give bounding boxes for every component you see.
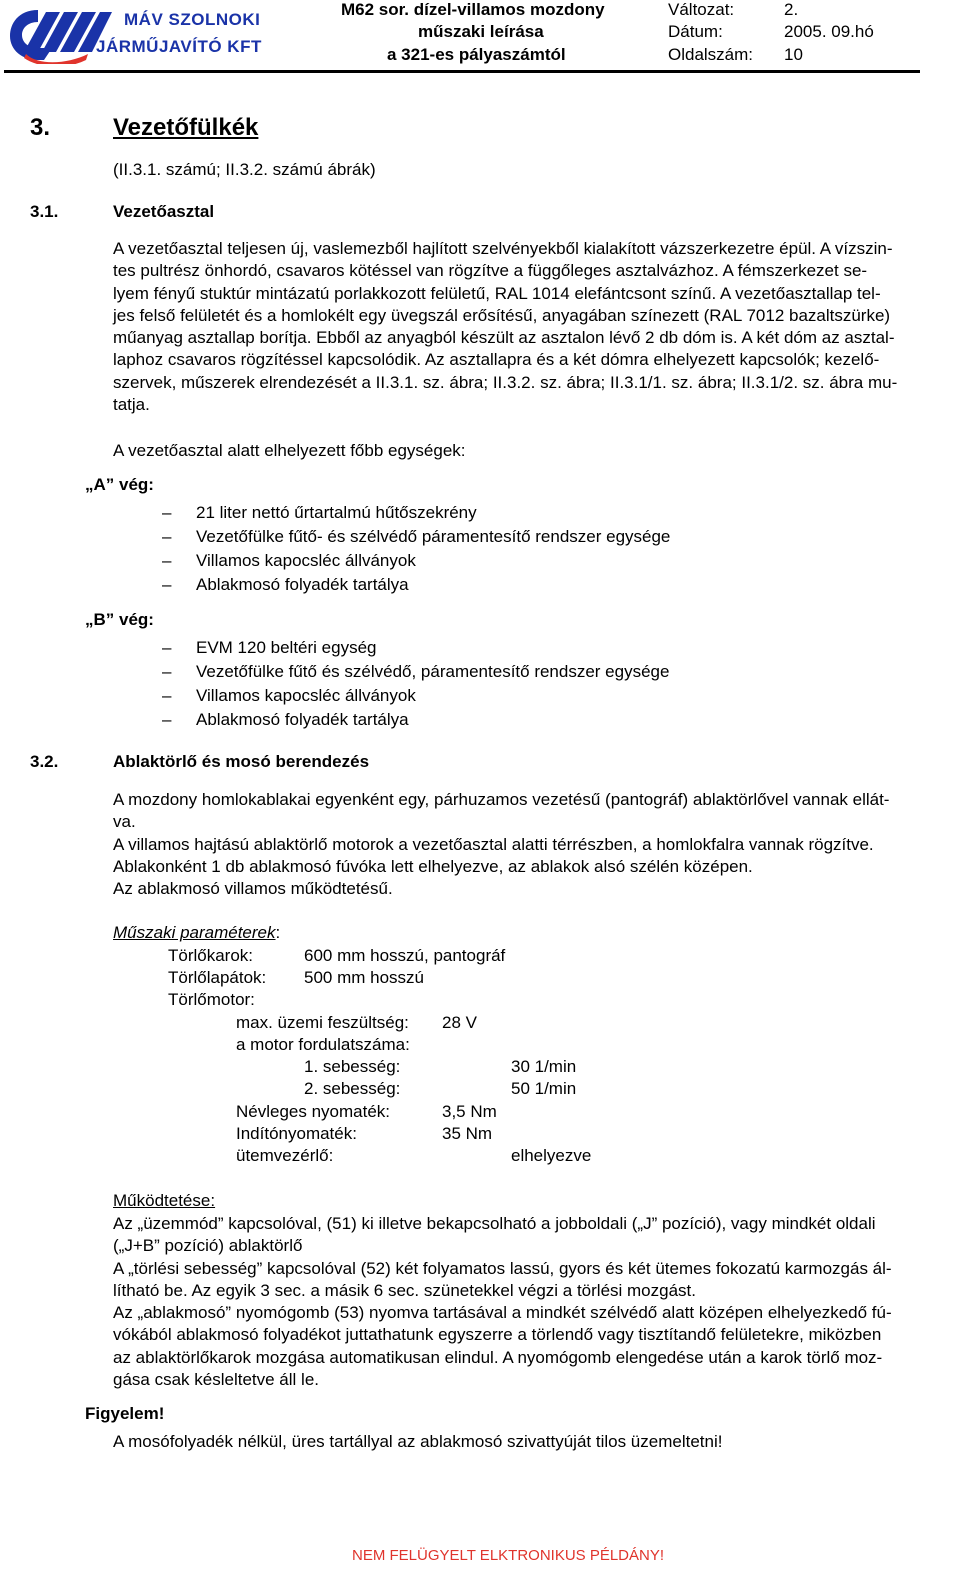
- list-bullet: –: [162, 662, 172, 681]
- param-label: a motor fordulatszáma:: [236, 1035, 410, 1054]
- header-divider: [4, 70, 920, 73]
- page-number: 10: [784, 45, 803, 64]
- end-b-label: „B” vég:: [85, 610, 154, 629]
- list-bullet: –: [162, 551, 172, 570]
- param-value: 30 1/min: [511, 1057, 577, 1076]
- param-label: Törlőmotor:: [168, 990, 255, 1009]
- paragraph-line: műanyag asztallap borítja. Ebből az anyagból készült az asztalon lévő 2 db dóm is. A két dóm az asztal-: [113, 328, 895, 348]
- warning-text: A mosófolyadék nélkül, üres tartállyal az ablakmosó szivattyúját tilos üzemeltetni!: [113, 1432, 723, 1451]
- paragraph-line: A villamos hajtású ablaktörlő motorok a vezetőasztal alatti térrészben, a homlokfalra vannak rögzítve.: [113, 834, 874, 854]
- list-item: Ablakmosó folyadék tartálya: [196, 710, 409, 729]
- figure-reference: (II.3.1. számú; II.3.2. számú ábrák): [113, 160, 376, 179]
- units-intro: A vezetőasztal alatt elhelyezett főbb egységek:: [113, 441, 466, 460]
- paragraph-line: va.: [113, 812, 136, 832]
- param-value: 35 Nm: [442, 1124, 493, 1143]
- driver-desk-paragraph: [113, 238, 951, 416]
- warning-label: Figyelem!: [85, 1404, 165, 1423]
- param-value: elhelyezve: [511, 1146, 592, 1165]
- operation-heading: Működtetése:: [113, 1191, 216, 1210]
- paragraph-line: tes pultrész önhordó, csavaros kötéssel van rögzítve a függőleges asztalvázhoz. A fémszerkezet se-: [113, 261, 868, 281]
- param-label: Törlőlapátok:: [168, 968, 267, 987]
- param-label: Indítónyomaték:: [236, 1124, 357, 1143]
- paragraph-line: vókából ablakmosó folyadékot juttathatunk egyszerre a törlendő vagy tisztítandő felületekre, miközben: [113, 1325, 882, 1345]
- param-value: 50 1/min: [511, 1079, 577, 1098]
- list-item: Ablakmosó folyadék tartálya: [196, 575, 409, 594]
- list-bullet: –: [162, 686, 172, 705]
- list-bullet: –: [162, 638, 172, 657]
- section-number: 3.: [30, 114, 51, 141]
- paragraph-line: lítható be. Az egyik 3 sec. a másik 6 sec. szünetekkel végzi a törlési mozgást.: [113, 1280, 696, 1300]
- param-label: Névleges nyomaték:: [236, 1102, 391, 1121]
- doc-title-line2: műszaki leírása: [418, 22, 544, 41]
- list-item: Villamos kapocsléc állványok: [196, 686, 416, 705]
- paragraph-line: gása csak késleltetve áll le.: [113, 1370, 319, 1390]
- param-label: Törlőkarok:: [168, 946, 254, 965]
- operation-paragraph: [113, 1213, 951, 1391]
- param-value: 28 V: [442, 1013, 477, 1032]
- paragraph-line: jes felső felületét és a homlokélt egy üvegszál erősítésű, anyagában színezett (RAL 7012 bazaltszürke): [113, 305, 891, 325]
- version-value: 2.: [784, 0, 799, 19]
- param-label: max. üzemi feszültség:: [236, 1013, 409, 1032]
- uncontrolled-copy-notice: NEM FELÜGYELT ELKTRONIKUS PÉLDÁNY!: [352, 1547, 665, 1564]
- list-bullet: –: [162, 527, 172, 546]
- param-value: 600 mm hosszú, pantográf: [304, 946, 506, 965]
- list-item: 21 liter nettó űrtartalmú hűtőszekrény: [196, 503, 477, 522]
- section-title: Vezetőfülkék: [113, 114, 259, 141]
- date-label: Dátum:: [668, 22, 723, 41]
- param-label: ütemvezérlő:: [236, 1146, 334, 1165]
- list-item: Vezetőfülke fűtő és szélvédő, páramentesítő rendszer egysége: [196, 662, 670, 681]
- paragraph-line: Az „üzemmód” kapcsolóval, (51) ki illetve bekapcsolható a jobboldali („J” pozíció), vagy mindkét oldali: [113, 1214, 876, 1233]
- paragraph-line: lyem fényű stuktúr mintázatú porlakkozott felületű, RAL 1014 elefántcsont színű. A vezetőasztallap tel-: [113, 283, 881, 303]
- param-label: 2. sebesség:: [304, 1079, 401, 1098]
- subsection-title: Ablaktörlő és mosó berendezés: [113, 752, 370, 771]
- page-label: Oldalszám:: [668, 45, 754, 64]
- paragraph-line: A mozdony homlokablakai egyenként egy, párhuzamos vezetésű (pantográf) ablaktörlővel vannak ellát-: [113, 790, 890, 809]
- paragraph-line: („J+B” pozíció) ablaktörlő: [113, 1236, 303, 1256]
- param-label: 1. sebesség:: [304, 1057, 401, 1076]
- list-item: EVM 120 beltéri egység: [196, 638, 377, 657]
- list-bullet: –: [162, 575, 172, 594]
- paragraph-line: tatja.: [113, 395, 150, 415]
- list-bullet: –: [162, 710, 172, 729]
- subsection-number: 3.2.: [30, 752, 59, 771]
- list-bullet: –: [162, 503, 172, 522]
- paragraph-line: Az ablakmosó villamos működtetésű.: [113, 879, 393, 899]
- paragraph-line: szervek, műszerek elrendezését a II.3.1. sz. ábra; II.3.2. sz. ábra; II.3.1/1. sz. ábra; II.3.1/2. sz. ábra mu-: [113, 372, 898, 392]
- paragraph-line: A vezetőasztal teljesen új, vaslemezből hajlított szelvényekből kialakított vázszerkezetre épül. A vízszin-: [113, 239, 893, 258]
- paragraph-line: Az „ablakmosó” nyomógomb (53) nyomva tartásával a mindkét szélvédő alatt középen elhelyezkedő fú-: [113, 1303, 892, 1323]
- subsection-number: 3.1.: [30, 202, 59, 221]
- company-name-line2: JÁRMŰJAVÍTÓ KFT: [96, 37, 262, 56]
- list-item: Vezetőfülke fűtő- és szélvédő páramentesítő rendszer egysége: [196, 527, 671, 546]
- doc-title-line3: a 321-es pályaszámtól: [387, 45, 566, 64]
- param-value: 3,5 Nm: [442, 1102, 497, 1121]
- paragraph-line: A „törlési sebesség” kapcsolóval (52) két folyamatos lassú, gyors és két ütemes fokozatú karmozgás ál-: [113, 1258, 892, 1278]
- list-item: Villamos kapocsléc állványok: [196, 551, 416, 570]
- wiper-paragraph: [113, 789, 951, 900]
- params-heading: Műszaki paraméterek:: [113, 923, 281, 942]
- doc-title-line1: M62 sor. dízel-villamos mozdony: [341, 0, 605, 19]
- subsection-title: Vezetőasztal: [113, 202, 215, 221]
- company-name-line1: MÁV SZOLNOKI: [124, 10, 261, 29]
- version-label: Változat:: [668, 0, 735, 19]
- paragraph-line: laphoz csavaros rögzítéssel kapcsolódik. Az asztallapra és a két dómra elhelyezett kapcsolók; kezelő-: [113, 350, 880, 370]
- date-value: 2005. 09.hó: [784, 22, 874, 41]
- end-a-label: „A” vég:: [85, 475, 154, 494]
- param-value: 500 mm hosszú: [304, 968, 424, 987]
- paragraph-line: az ablaktörlőkarok mozgása automatikusan elindul. A nyomógomb elengedése után a karok törlő moz-: [113, 1347, 883, 1367]
- paragraph-line: Ablakonként 1 db ablakmosó fúvóka lett elhelyezve, az ablakok alsó szélén középen.: [113, 856, 753, 876]
